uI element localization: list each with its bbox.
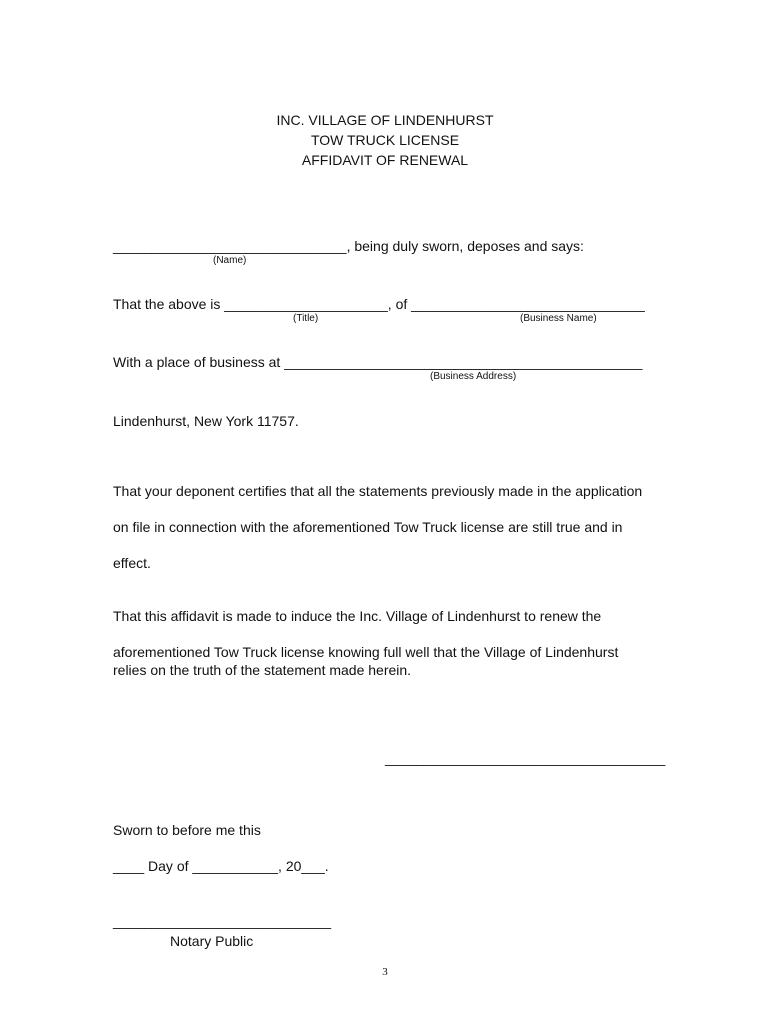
header-village: INC. VILLAGE OF LINDENHURST xyxy=(276,112,494,128)
document-header xyxy=(0,110,770,170)
business-address-caption: (Business Address) xyxy=(430,371,517,382)
title-caption: (Title) xyxy=(293,313,319,324)
name-caption: (Name) xyxy=(213,255,247,266)
sworn-statement: ______________________________, being duly sworn, deposes and says: xyxy=(113,238,584,254)
induce-line-3: relies on the truth of the statement made herein. xyxy=(113,662,412,678)
city-line: Lindenhurst, New York 11757. xyxy=(113,413,299,429)
day-line: ____ Day of ___________, 20___. xyxy=(113,858,329,874)
page-number: 3 xyxy=(382,966,388,978)
title-statement: That the above is _____________________, of ______________________________ xyxy=(113,296,645,312)
notary-signature-line: ____________________________ xyxy=(113,913,332,929)
address-statement: With a place of business at ______________________________________________ xyxy=(113,354,643,370)
induce-line-2: aforementioned Tow Truck license knowing full well that the Village of Lindenhurst xyxy=(113,644,619,660)
business-name-caption: (Business Name) xyxy=(520,313,597,324)
notary-label: Notary Public xyxy=(170,933,254,949)
header-affidavit: AFFIDAVIT OF RENEWAL xyxy=(301,152,469,168)
header-license: TOW TRUCK LICENSE xyxy=(310,132,460,148)
certify-line-2: on file in connection with the aforementioned Tow Truck license are still true and in xyxy=(113,519,623,535)
certify-line-3: effect. xyxy=(113,555,151,571)
sworn-before-line: Sworn to before me this xyxy=(113,822,261,838)
induce-line-1: That this affidavit is made to induce the Inc. Village of Lindenhurst to renew the xyxy=(113,608,602,624)
deponent-signature-line: ____________________________________ xyxy=(385,750,666,766)
certify-line-1: That your deponent certifies that all the statements previously made in the application xyxy=(113,483,643,499)
